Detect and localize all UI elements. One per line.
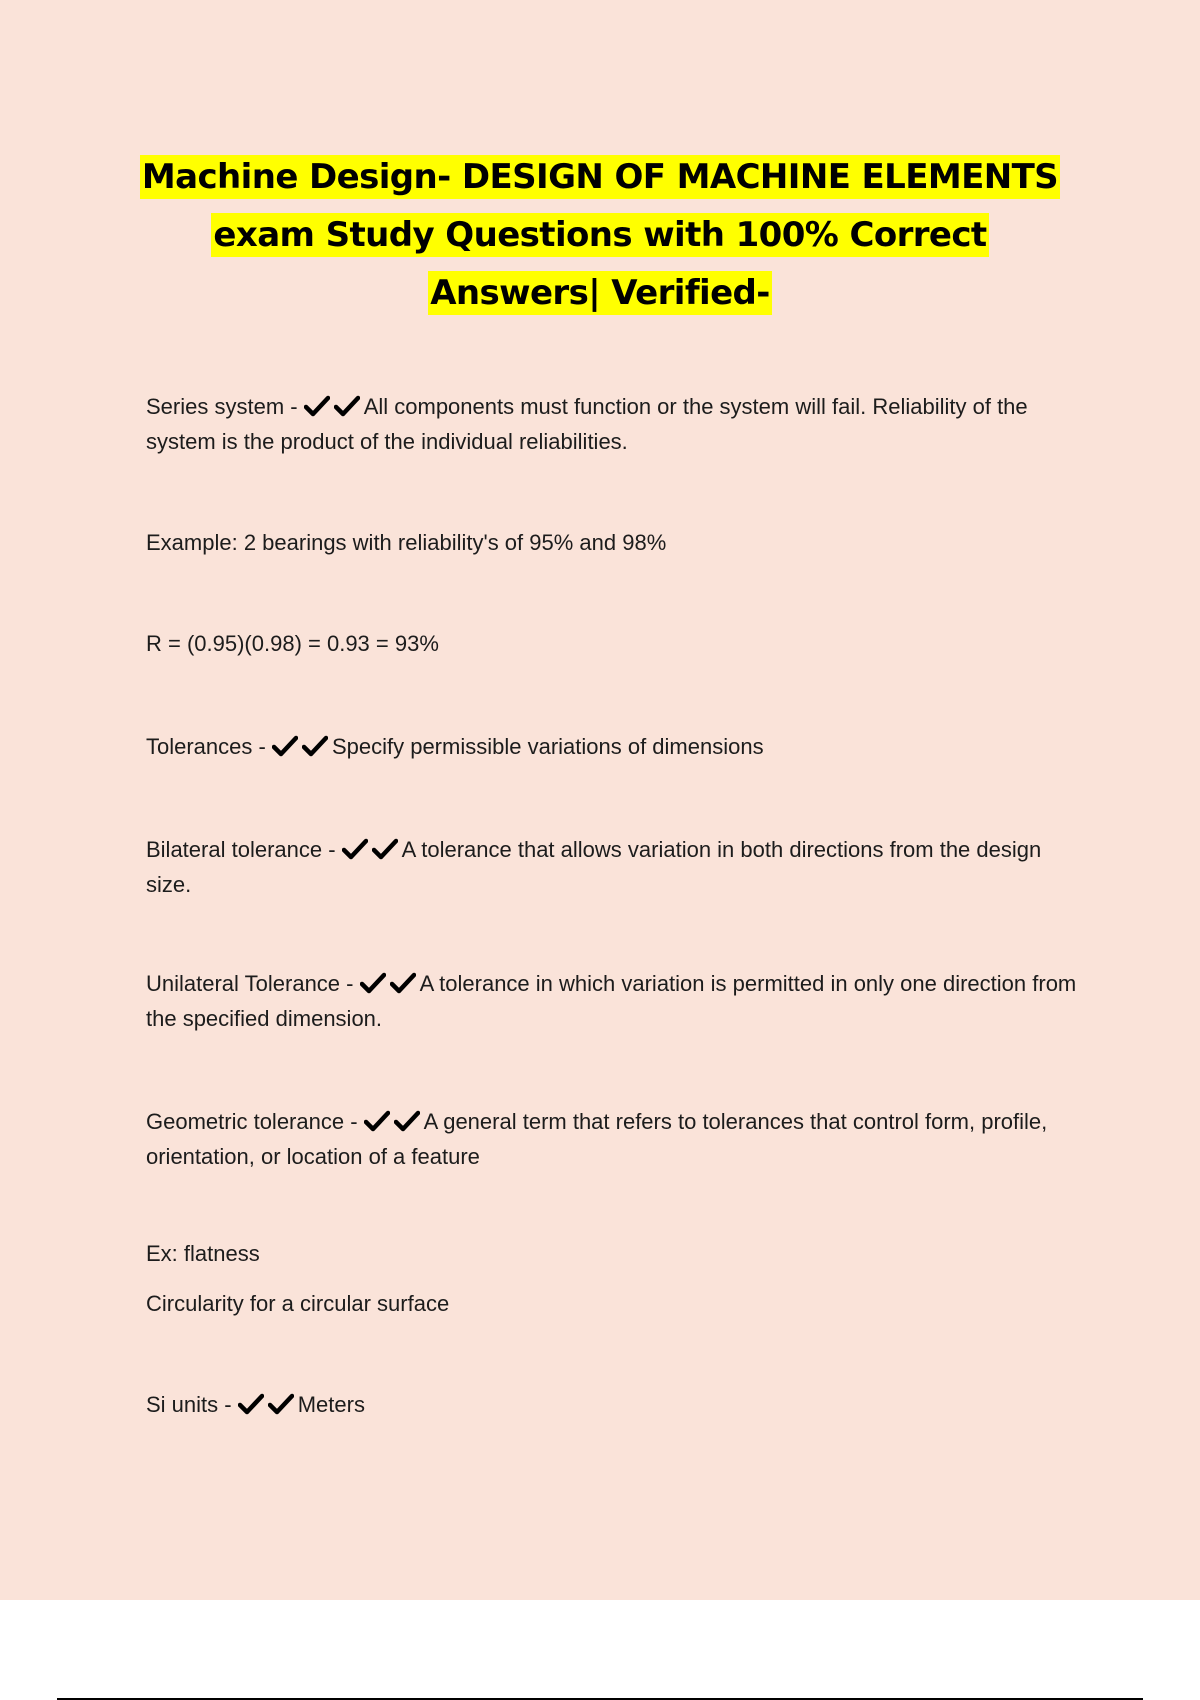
entry-series-system <box>146 389 1086 459</box>
title-line-1: Machine Design- DESIGN OF MACHINE ELEMENTS <box>141 157 1059 197</box>
entry-answer: Specify permissible variations of dimensions <box>331 734 764 759</box>
title-line-3: Answers| Verified- <box>430 273 770 313</box>
check-mark-icon <box>364 1110 390 1132</box>
entry-geometric-tolerance <box>146 1104 1086 1174</box>
check-mark-icon <box>238 1393 264 1415</box>
entry-answer: A tolerance that allows variation in both directions from the design size. <box>146 837 1042 897</box>
check-mark-icon <box>342 838 368 860</box>
entry-term: Series system - <box>146 394 304 419</box>
entry-term: Unilateral Tolerance - <box>146 971 360 996</box>
entry-example: Example: 2 bearings with reliability's of 95% and 98% <box>146 530 667 555</box>
entry-answer: Meters <box>297 1392 365 1417</box>
entry-term: Si units - <box>146 1392 238 1417</box>
check-mark-icon <box>272 735 298 757</box>
entry-answer: All components must function or the system will fail. Reliability of the system is the product of the individual reliabilities. <box>146 394 1028 454</box>
check-mark-icon <box>268 1393 294 1415</box>
check-mark-icon <box>394 1110 420 1132</box>
entry-si-units <box>146 1387 1086 1422</box>
entry-tolerances <box>146 729 1086 764</box>
document-title <box>100 148 1100 322</box>
check-mark-icon <box>390 972 416 994</box>
title-line-2: exam Study Questions with 100% Correct <box>213 215 987 255</box>
entry-formula: R = (0.95)(0.98) = 0.93 = 93% <box>146 631 439 656</box>
entry-term: Tolerances - <box>146 734 272 759</box>
check-mark-icon <box>334 395 360 417</box>
check-mark-icon <box>372 838 398 860</box>
entry-ex-flatness: Ex: flatness <box>146 1241 260 1266</box>
question-list <box>146 389 1086 1422</box>
entry-answer: A general term that refers to tolerances that control form, profile, orientation, or location of a feature <box>146 1109 1048 1169</box>
check-mark-icon <box>302 735 328 757</box>
entry-circularity: Circularity for a circular surface <box>146 1291 450 1316</box>
entry-answer: A tolerance in which variation is permitted in only one direction from the specified dimension. <box>146 971 1077 1031</box>
entry-term: Bilateral tolerance - <box>146 837 342 862</box>
entry-term: Geometric tolerance - <box>146 1109 364 1134</box>
check-mark-icon <box>304 395 330 417</box>
entry-unilateral-tolerance <box>146 966 1086 1036</box>
check-mark-icon <box>360 972 386 994</box>
entry-bilateral-tolerance <box>146 832 1086 902</box>
